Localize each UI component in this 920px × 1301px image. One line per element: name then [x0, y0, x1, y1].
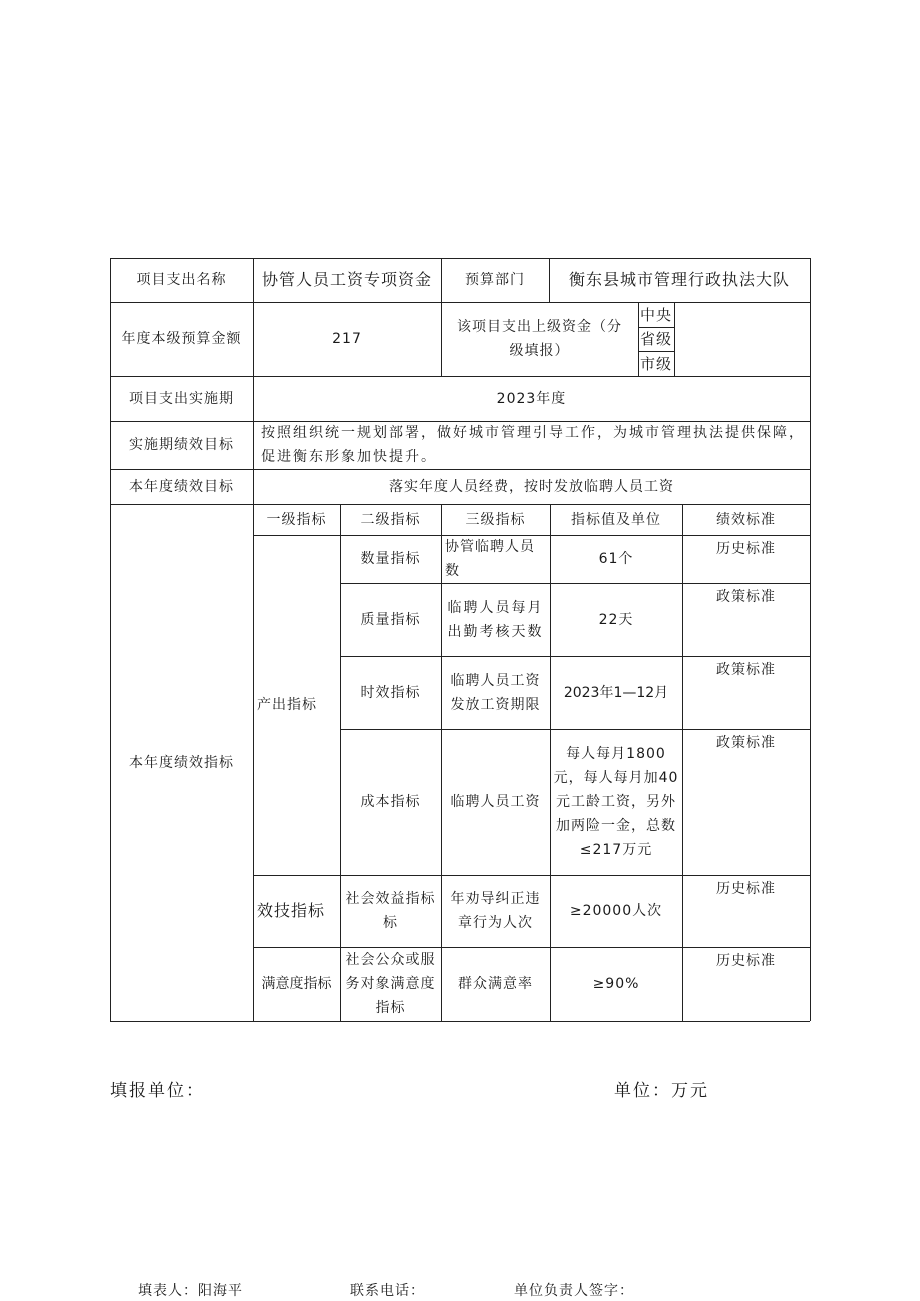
budget-dept-value: 衡东县城市管理行政执法大队: [568, 270, 790, 289]
benefit-level2: 社会效益指标标: [345, 891, 436, 931]
upper-funds-label: 该项目支出上级资金（分级填报）: [457, 319, 622, 359]
satisfaction-indicator-label: 满意度指标: [261, 976, 332, 992]
annual-goal-value: 落实年度人员经费，按时发放临聘人员工资: [389, 478, 674, 495]
satisfaction-value: ≥90%: [592, 976, 640, 992]
header-level2: 二级指标: [360, 511, 421, 528]
header-level3: 三级指标: [465, 511, 526, 528]
header-value: 指标值及单位: [571, 511, 661, 528]
table-row-standard: 政策标准: [716, 735, 776, 751]
benefit-standard: 历史标准: [716, 881, 776, 897]
table-row-level3: 临聘人员工资: [450, 794, 541, 810]
implementation-period-value: 2023年度: [496, 390, 567, 407]
implementation-period-label: 项目支出实施期: [129, 390, 234, 407]
table-row-level3: 协管临聘人员数: [445, 539, 535, 579]
annual-budget-label: 年度本级预算金额: [121, 331, 242, 347]
header-level1: 一级指标: [266, 511, 327, 528]
reporting-unit-label: 填报单位：: [110, 1081, 205, 1101]
annual-budget-value: 217: [332, 331, 362, 347]
currency-unit-label: 单位：万元: [614, 1081, 709, 1101]
responsible-signature: 单位负责人签字：: [514, 1283, 634, 1299]
annual-indicators-label: 本年度绩效指标: [129, 754, 234, 771]
table-row-value: 2023年1—12月: [563, 684, 669, 701]
level-province: 省级: [639, 330, 672, 348]
form-filler: 填表人：阳海平: [138, 1283, 243, 1299]
table-row-value: 61个: [598, 551, 634, 567]
table-row-value: 22天: [598, 611, 634, 628]
table-row-level2: 成本指标: [360, 794, 421, 810]
benefit-level3: 年劝导纠正违章行为人次: [450, 891, 541, 931]
period-goal-value: 按照组织统一规划部署，做好城市管理引导工作，为城市管理执法提供保障，促进衡东形象加快提升。: [261, 425, 805, 465]
table-row-standard: 政策标准: [716, 589, 776, 605]
benefit-value: ≥20000人次: [569, 903, 663, 919]
header-standard: 绩效标准: [716, 511, 776, 528]
output-indicator-label: 产出指标: [257, 697, 317, 713]
table-row-level2: 质量指标: [360, 611, 421, 628]
satisfaction-level3: 群众满意率: [458, 976, 533, 992]
table-row-standard: 政策标准: [716, 662, 776, 678]
contact-phone: 联系电话：: [350, 1283, 425, 1299]
project-name-value: 协管人员工资专项资金: [261, 270, 432, 289]
table-row-standard: 历史标准: [716, 541, 776, 557]
satisfaction-standard: 历史标准: [716, 953, 776, 969]
budget-dept-label: 预算部门: [465, 272, 525, 288]
benefit-indicator-label: 效技指标: [257, 901, 326, 920]
table-row-level2: 数量指标: [360, 551, 421, 567]
period-goal-label: 实施期绩效目标: [129, 437, 234, 453]
level-central: 中央: [639, 305, 672, 324]
table-row-level2: 时效指标: [360, 684, 421, 701]
satisfaction-level2: 社会公众或服务对象满意度指标: [345, 952, 436, 1016]
annual-goal-label: 本年度绩效目标: [129, 478, 234, 495]
table-row-value: 每人每月1800元，每人每月加40元工龄工资，另外加两险一金，总数≤217万元: [553, 746, 679, 858]
table-row-level3: 临聘人员每月出勤考核天数: [447, 599, 544, 640]
level-city: 市级: [639, 354, 672, 373]
table-row-level3: 临聘人员工资发放工资期限: [450, 672, 541, 713]
project-name-label: 项目支出名称: [136, 272, 227, 288]
